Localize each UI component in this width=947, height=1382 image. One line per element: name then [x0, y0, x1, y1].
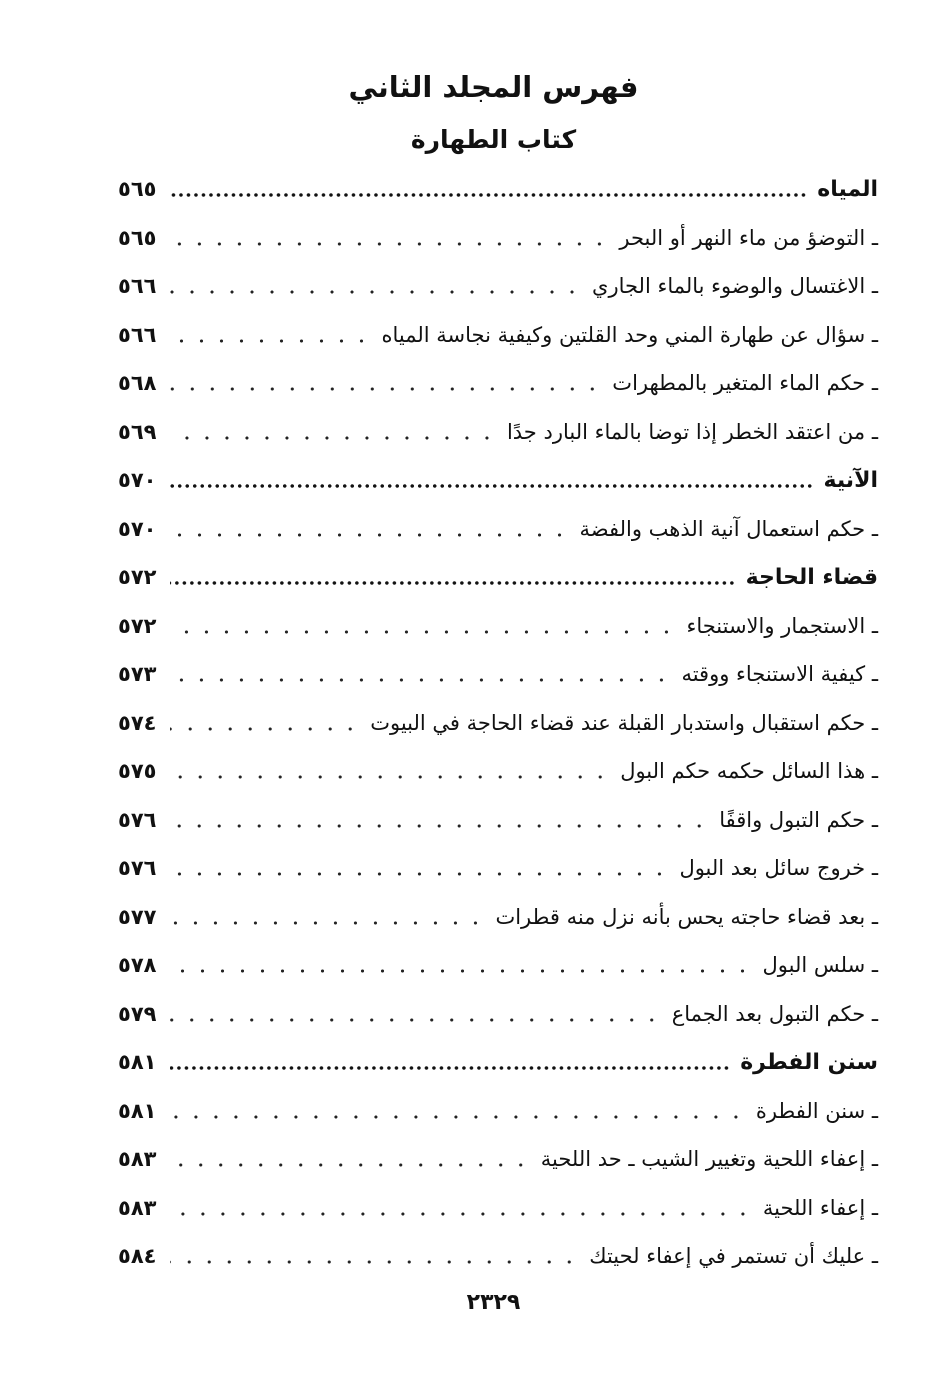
entry-page-number: ٥٧٤: [118, 710, 157, 735]
dot-leader: [170, 533, 570, 537]
toc-entry: [118, 602, 878, 651]
dot-leader: [170, 678, 671, 682]
toc-entry: [118, 1135, 878, 1184]
table-of-contents: [118, 165, 878, 1281]
dot-leader: [170, 872, 669, 876]
entry-page-number: ٥٧٢: [118, 613, 157, 638]
toc-section-heading: [118, 1038, 878, 1087]
toc-entry: [118, 505, 878, 554]
toc-entry: [118, 214, 878, 263]
toc-entry: [118, 408, 878, 457]
entry-title: ـ إعفاء اللحية وتغيير الشيب ـ حد اللحية: [535, 1147, 878, 1171]
toc-entry: [118, 1087, 878, 1136]
entry-title: ـ حكم استقبال واستدبار القبلة عند قضاء الحاجة في البيوت: [364, 711, 878, 735]
entry-title: ـ الاغتسال والوضوء بالماء الجاري: [586, 274, 878, 298]
dot-leader: [170, 193, 807, 197]
entry-page-number: ٥٧٥: [118, 759, 157, 784]
entry-page-number: ٥٧٣: [118, 662, 157, 687]
toc-entry: [118, 359, 878, 408]
toc-entry: [118, 650, 878, 699]
dot-leader: [170, 290, 582, 294]
entry-title: ـ حكم استعمال آنية الذهب والفضة: [574, 517, 878, 541]
volume-index-title: فهرس المجلد الثاني: [348, 70, 639, 104]
toc-section-heading: [118, 456, 878, 505]
entry-title: ـ حكم الماء المتغير بالمطهرات: [606, 371, 878, 395]
entry-title: ـ من اعتقد الخطر إذا توضا بالماء البارد جدًا: [501, 420, 878, 444]
entry-title: ـ كيفية الاستنجاء ووقته: [675, 662, 878, 686]
toc-section-heading: [118, 553, 878, 602]
dot-leader: [170, 824, 709, 828]
toc-section-heading: [118, 165, 878, 214]
dot-leader: [170, 339, 371, 343]
dot-leader: [170, 1115, 746, 1119]
entry-title: ـ عليك أن تستمر في إعفاء لحيتك: [583, 1244, 878, 1268]
entry-page-number: ٥٧٧: [118, 904, 157, 929]
dot-leader: [170, 775, 610, 779]
toc-entry: [118, 262, 878, 311]
entry-page-number: ٥٦٩: [118, 419, 157, 444]
dot-leader: [170, 921, 485, 925]
dot-leader: [170, 436, 497, 440]
entry-page-number: ٥٨٣: [118, 1195, 157, 1220]
entry-page-number: ٥٦٥: [118, 177, 157, 202]
entry-title: ـ هذا السائل حكمه حكم البول: [614, 759, 878, 783]
entry-page-number: ٥٧٠: [118, 468, 157, 493]
dot-leader: [170, 969, 753, 973]
entry-title: ـ الاستجمار والاستنجاء: [680, 614, 878, 638]
toc-entry: [118, 1232, 878, 1281]
entry-title: ـ إعفاء اللحية: [757, 1196, 878, 1220]
entry-title: ـ سؤال عن طهارة المني وحد القلتين وكيفية نجاسة المياه: [375, 323, 878, 347]
entry-page-number: ٥٧٦: [118, 807, 157, 832]
entry-title: ـ حكم التبول واقفًا: [713, 808, 878, 832]
entry-page-number: ٥٦٦: [118, 322, 157, 347]
section-title: المياه: [811, 177, 878, 202]
section-title: قضاء الحاجة: [740, 565, 878, 590]
entry-page-number: ٥٧٦: [118, 856, 157, 881]
dot-leader: [170, 1018, 662, 1022]
entry-page-number: ٥٨٣: [118, 1147, 157, 1172]
entry-title: ـ بعد قضاء حاجته يحس بأنه نزل منه قطرات: [489, 905, 878, 929]
entry-page-number: ٥٧٩: [118, 1001, 157, 1026]
toc-entry: [118, 796, 878, 845]
dot-leader: [170, 1212, 753, 1216]
toc-entry: [118, 893, 878, 942]
toc-entry: [118, 844, 878, 893]
dot-leader: [170, 581, 736, 585]
toc-entry: [118, 747, 878, 796]
entry-page-number: ٥٦٦: [118, 274, 157, 299]
entry-page-number: ٥٨١: [118, 1098, 157, 1123]
entry-title: ـ سلس البول: [757, 953, 879, 977]
dot-leader: [170, 630, 676, 634]
toc-entry: [118, 699, 878, 748]
toc-entry: [118, 941, 878, 990]
dot-leader: [170, 727, 360, 731]
entry-page-number: ٥٦٥: [118, 225, 157, 250]
toc-entry: [118, 311, 878, 360]
section-title: سنن الفطرة: [734, 1050, 878, 1075]
entry-title: ـ خروج سائل بعد البول: [673, 856, 878, 880]
entry-title: ـ حكم التبول بعد الجماع: [666, 1002, 878, 1026]
entry-page-number: ٥٦٨: [118, 371, 157, 396]
dot-leader: [170, 1163, 531, 1167]
book-title: كتاب الطهارة: [410, 125, 577, 154]
dot-leader: [170, 387, 602, 391]
entry-page-number: ٥٧٨: [118, 953, 157, 978]
entry-title: ـ التوضؤ من ماء النهر أو البحر: [613, 226, 878, 250]
toc-entry: [118, 990, 878, 1039]
dot-leader: [170, 1066, 730, 1070]
dot-leader: [170, 242, 609, 246]
page-number: ٢٣٢٩: [466, 1290, 521, 1315]
toc-entry: [118, 1184, 878, 1233]
entry-title: ـ سنن الفطرة: [750, 1099, 878, 1123]
section-title: الآنية: [817, 468, 878, 493]
entry-page-number: ٥٧٢: [118, 565, 157, 590]
entry-page-number: ٥٧٠: [118, 516, 157, 541]
entry-page-number: ٥٨٤: [118, 1244, 157, 1269]
entry-page-number: ٥٨١: [118, 1050, 157, 1075]
dot-leader: [170, 1260, 579, 1264]
dot-leader: [170, 484, 813, 488]
